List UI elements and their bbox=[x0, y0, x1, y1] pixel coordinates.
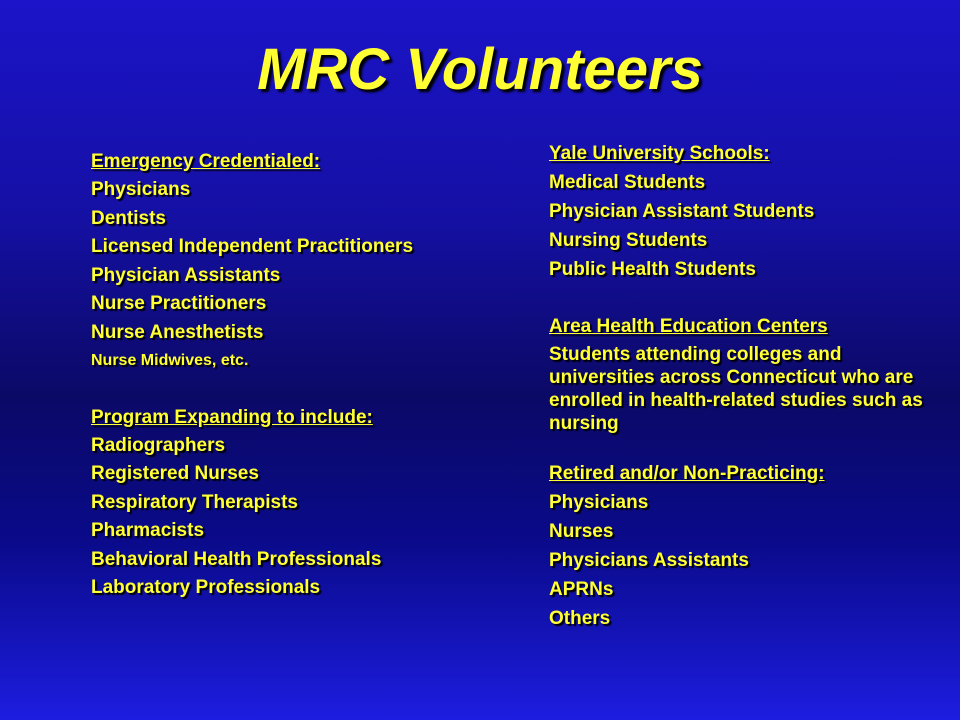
list-item: Public Health Students bbox=[549, 259, 756, 280]
list-item: Pharmacists bbox=[91, 520, 205, 541]
retired-heading: Retired and/or Non-Practicing: bbox=[549, 463, 825, 484]
yale-schools-heading: Yale University Schools: bbox=[549, 143, 770, 164]
list-item: Licensed Independent Practitioners bbox=[91, 236, 414, 257]
list-item: Physician Assistants bbox=[91, 264, 281, 286]
list-item: Dentists bbox=[91, 207, 166, 229]
program-expanding-heading: Program Expanding to include: bbox=[91, 406, 373, 428]
section-spacer bbox=[549, 435, 939, 459]
list-item: APRNs bbox=[549, 579, 614, 600]
list-item: Behavioral Health Professionals bbox=[91, 548, 382, 570]
right-column bbox=[549, 139, 939, 633]
list-item: Others bbox=[549, 608, 611, 629]
list-item: Nurses bbox=[549, 521, 614, 542]
list-item: Radiographers bbox=[91, 434, 226, 456]
section-spacer bbox=[549, 284, 939, 312]
list-item: Nurse Practitioners bbox=[91, 293, 267, 314]
list-item: Physicians bbox=[549, 492, 649, 513]
list-item: Laboratory Professionals bbox=[91, 577, 321, 598]
list-item: Physicians Assistants bbox=[549, 550, 749, 571]
ahec-heading: Area Health Education Centers bbox=[549, 316, 828, 337]
left-column bbox=[91, 148, 511, 603]
emergency-credentialed-heading: Emergency Credentialed: bbox=[91, 151, 321, 172]
ahec-description: Students attending colleges and universities across Connecticut who are enrolled in health-related studies such as nursing bbox=[549, 344, 923, 434]
list-item: Medical Students bbox=[549, 172, 706, 193]
list-item: Nurse Midwives, etc. bbox=[91, 352, 249, 369]
list-item: Nurse Anesthetists bbox=[91, 321, 264, 343]
section-spacer bbox=[91, 376, 511, 404]
list-item: Respiratory Therapists bbox=[91, 491, 298, 513]
list-item: Physicians bbox=[91, 179, 191, 200]
list-item: Nursing Students bbox=[549, 230, 708, 251]
slide-title: MRC Volunteers bbox=[257, 37, 703, 102]
list-item: Physician Assistant Students bbox=[549, 201, 815, 222]
list-item: Registered Nurses bbox=[91, 463, 259, 484]
